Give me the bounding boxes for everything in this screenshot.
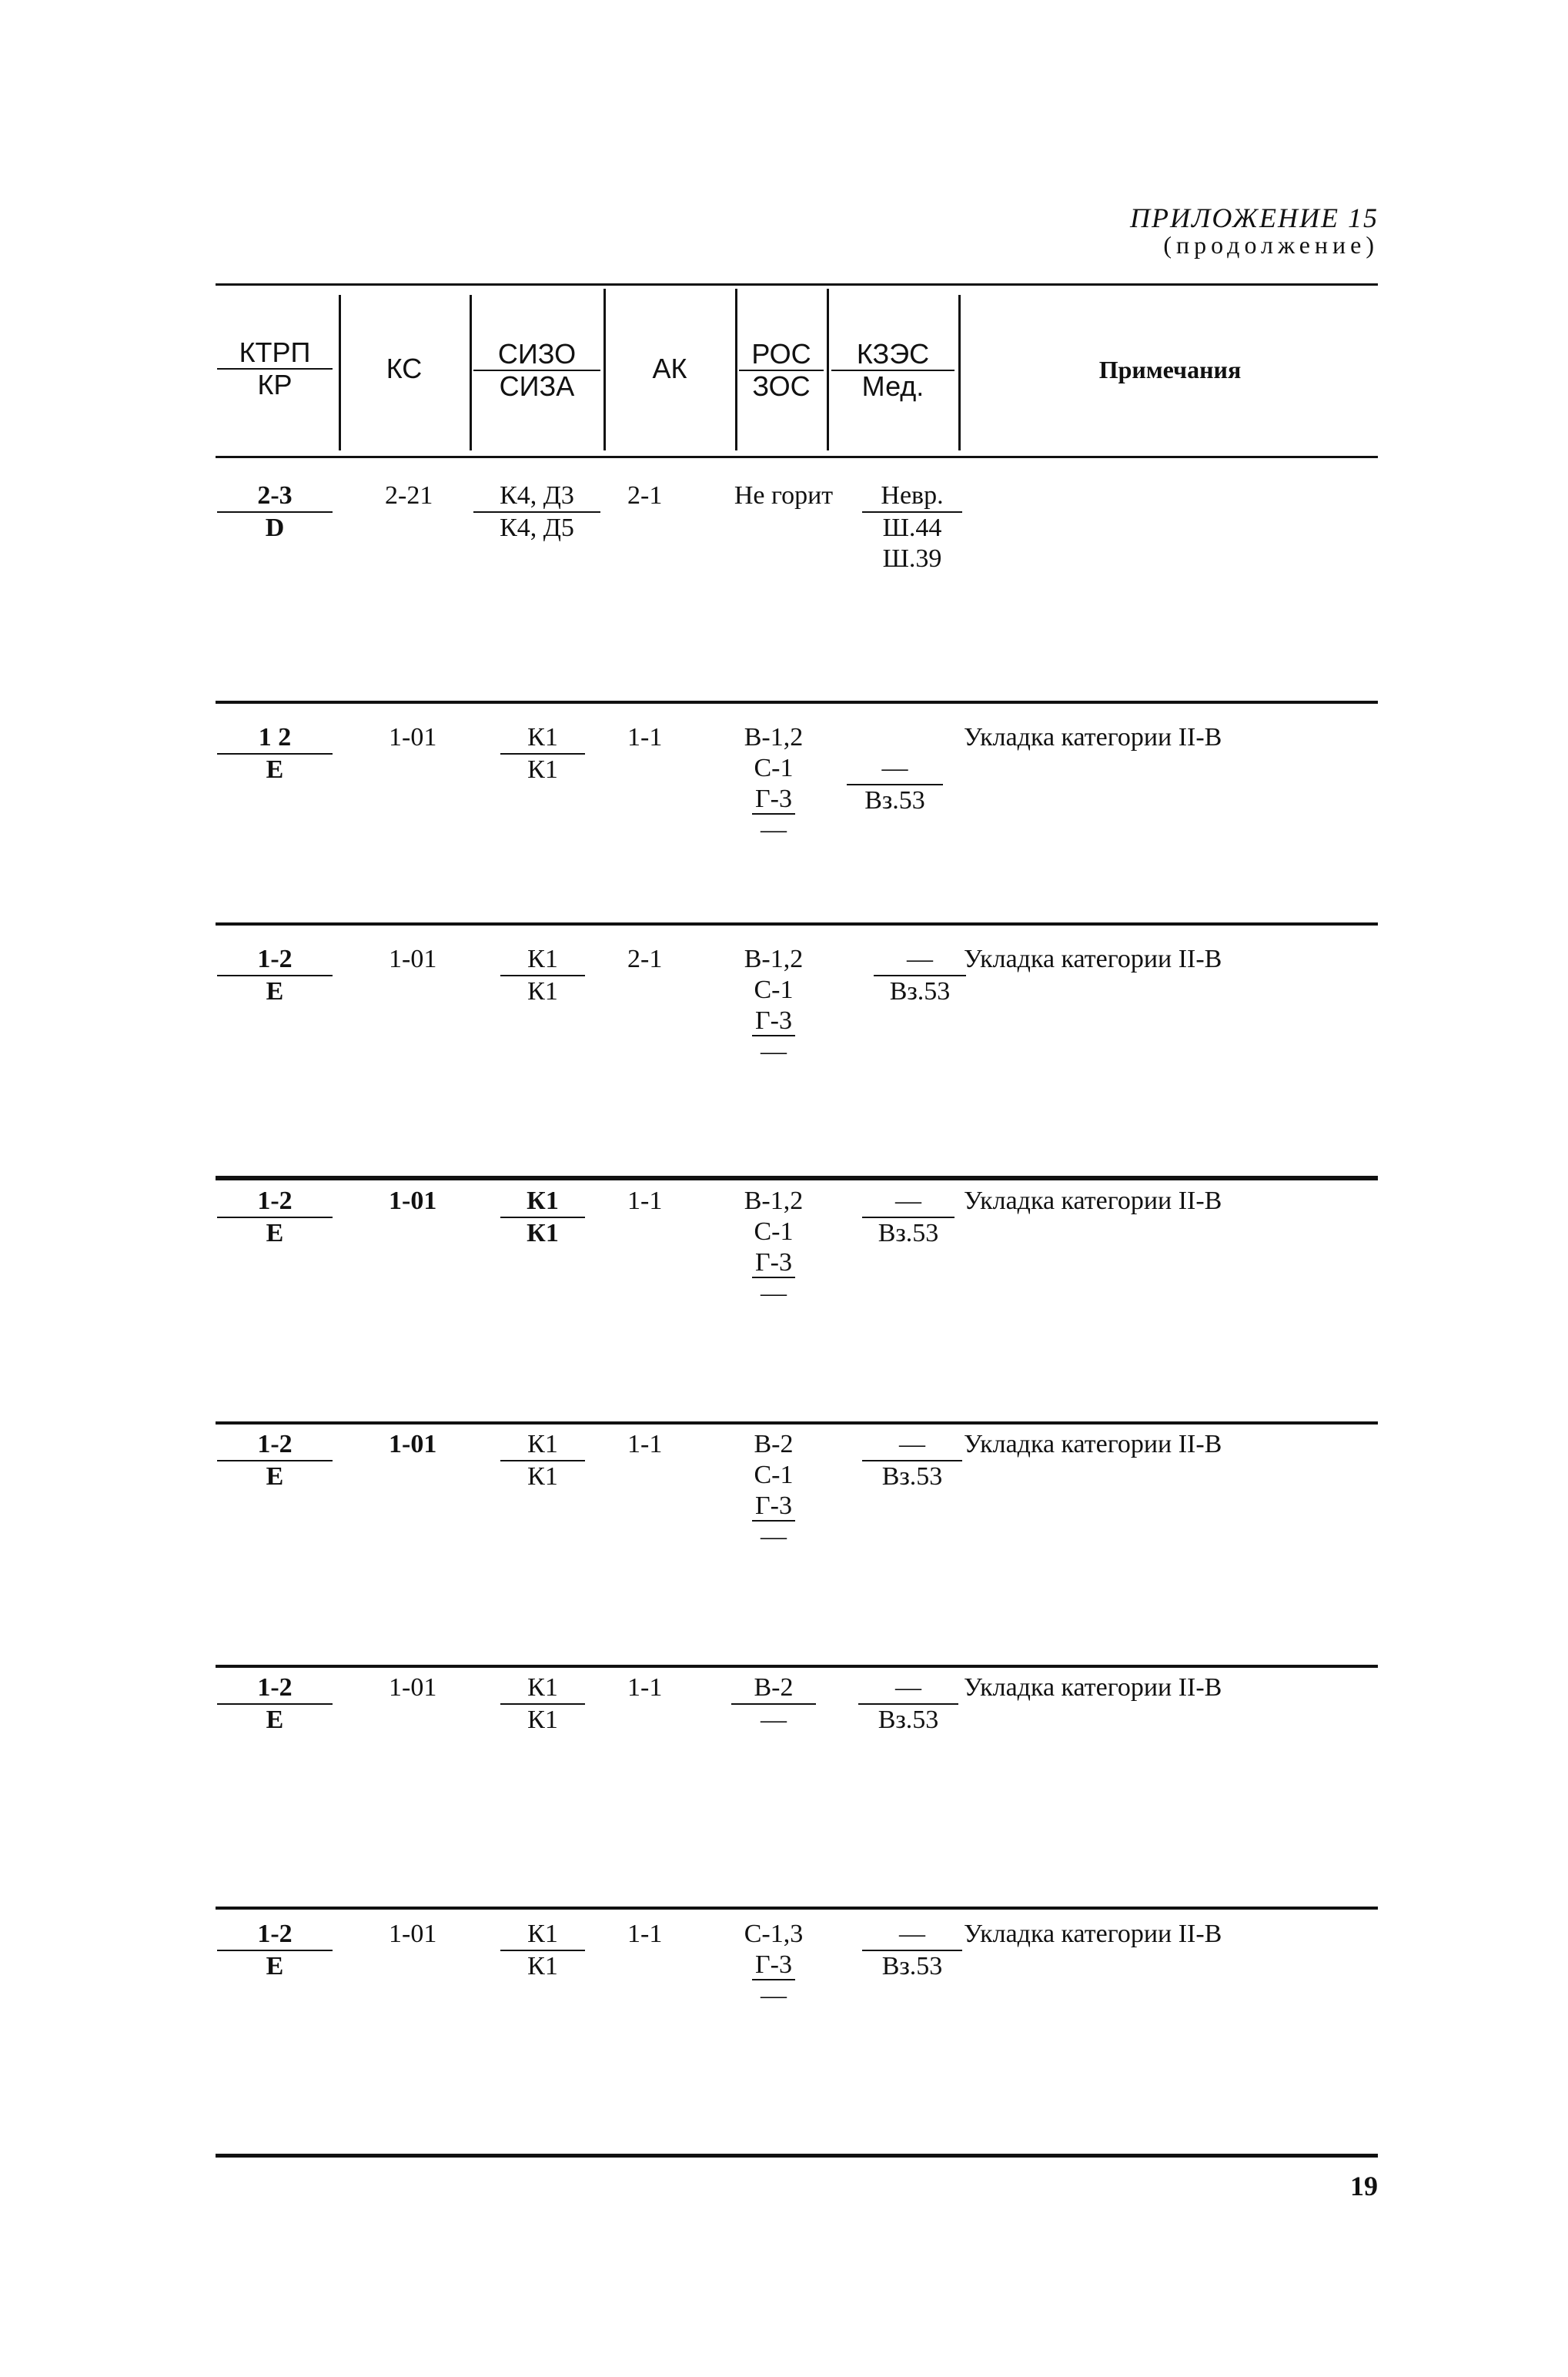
row-separator [216,701,1378,704]
cell-ktrp-kr: $\frac{1 2}{E}$ [217,722,333,785]
cell-sizo-siza: К1 К1 [500,944,585,1007]
cell-sizo-siza: К1 К1 [500,1429,585,1492]
cell-ak: 2-1 [627,945,663,973]
header-ak: АК [652,353,687,384]
cell-note: Укладка категории II-В [964,723,1222,752]
cell-ks: 1-01 [389,1187,437,1215]
cell-kzes-med: — Вз.53 [858,1672,958,1736]
header-kzes-med: КЗЭС Мед. [831,339,955,402]
page-number: 19 [1350,2171,1378,2201]
table-header-bottom-rule [216,456,1378,458]
table-top-rule [216,283,1378,286]
cell-ks: 1-01 [389,945,437,973]
cell-kzes-med: — Вз.53 [847,753,943,816]
header-sizo-siza: СИЗО СИЗА [473,339,600,402]
cell-ktrp-kr: $\frac{1-2}{E}$ [217,1919,333,1982]
col-separator [603,289,606,450]
header-notes: Примечания [1098,356,1242,383]
col-separator [827,289,829,450]
appendix-subtitle: (продолжение) [1163,231,1379,259]
cell-ktrp-kr: $\frac{1-2}{E}$ [217,1672,333,1736]
cell-ktrp-kr: $\frac{2-3}{D}$ [217,480,333,544]
cell-ros-zos: С-1,3 Г-3 — [744,1920,804,2010]
col-separator [735,289,737,450]
cell-ktrp-kr: $\frac{1-2}{E}$ [217,944,333,1007]
cell-note: Укладка категории II-В [964,1430,1222,1458]
row-separator [216,1665,1378,1668]
cell-ak: 1-1 [627,1430,663,1458]
cell-ak: 1-1 [627,1673,663,1702]
row-separator [216,1421,1378,1425]
cell-ak: 1-1 [627,1920,663,1948]
cell-ktrp-kr: $\frac{1-2}{E}$ [217,1429,333,1492]
header-ktrp-kr: КТРП КР [217,337,333,400]
cell-ks: 1-01 [389,723,437,752]
cell-ak: 1-1 [627,1187,663,1215]
col-separator [339,295,341,450]
col-separator [470,295,472,450]
cell-sizo-siza: К1 К1 [500,1919,585,1982]
cell-kzes-med: — Вз.53 [862,1186,955,1249]
row-separator [216,922,1378,926]
row-separator [216,1176,1378,1180]
row-separator [216,1907,1378,1910]
cell-kzes-med: — Вз.53 [874,944,966,1007]
cell-sizo-siza: К1 К1 [500,1186,585,1249]
cell-note: Укладка категории II-В [964,1920,1222,1948]
cell-kzes-med: — Вз.53 [862,1429,962,1492]
cell-note: Укладка категории II-В [964,1187,1222,1215]
table-bottom-rule [216,2154,1378,2158]
cell-ks: 1-01 [389,1430,437,1458]
cell-ros-zos: В-2 — [731,1672,816,1736]
cell-note: Укладка категории II-В [964,1673,1222,1702]
cell-ros-zos: В-1,2 С-1 Г-3 — [744,723,804,844]
cell-ks: 1-01 [389,1673,437,1702]
cell-kzes-med: Невр. Ш.44 Ш.39 [862,480,962,574]
cell-sizo-siza: К1 К1 [500,722,585,785]
header-ros-zos: РОС ЗОС [739,339,824,402]
cell-kzes-med: — Вз.53 [862,1919,962,1982]
col-separator [958,295,961,450]
cell-ktrp-kr: $\frac{1-2}{E}$ [217,1186,333,1249]
cell-ak: 1-1 [627,723,663,752]
appendix-title: ПРИЛОЖЕНИЕ 15 [1130,203,1379,233]
cell-sizo-siza: К1 К1 [500,1672,585,1736]
cell-sizo-siza: К4, Д3 К4, Д5 [473,480,600,544]
cell-ks: 2-21 [385,481,433,510]
cell-note: Укладка категории II-В [964,945,1222,973]
cell-ros-zos: В-1,2 С-1 Г-3 — [744,945,804,1066]
cell-ak: 2-1 [627,481,663,510]
cell-ros-zos: В-1,2 С-1 Г-3 — [744,1187,804,1307]
cell-ros-zos: Не горит [734,481,834,510]
header-ks: КС [386,353,423,384]
cell-ros-zos: В-2 С-1 Г-3 — [724,1429,824,1552]
cell-ks: 1-01 [389,1920,437,1948]
